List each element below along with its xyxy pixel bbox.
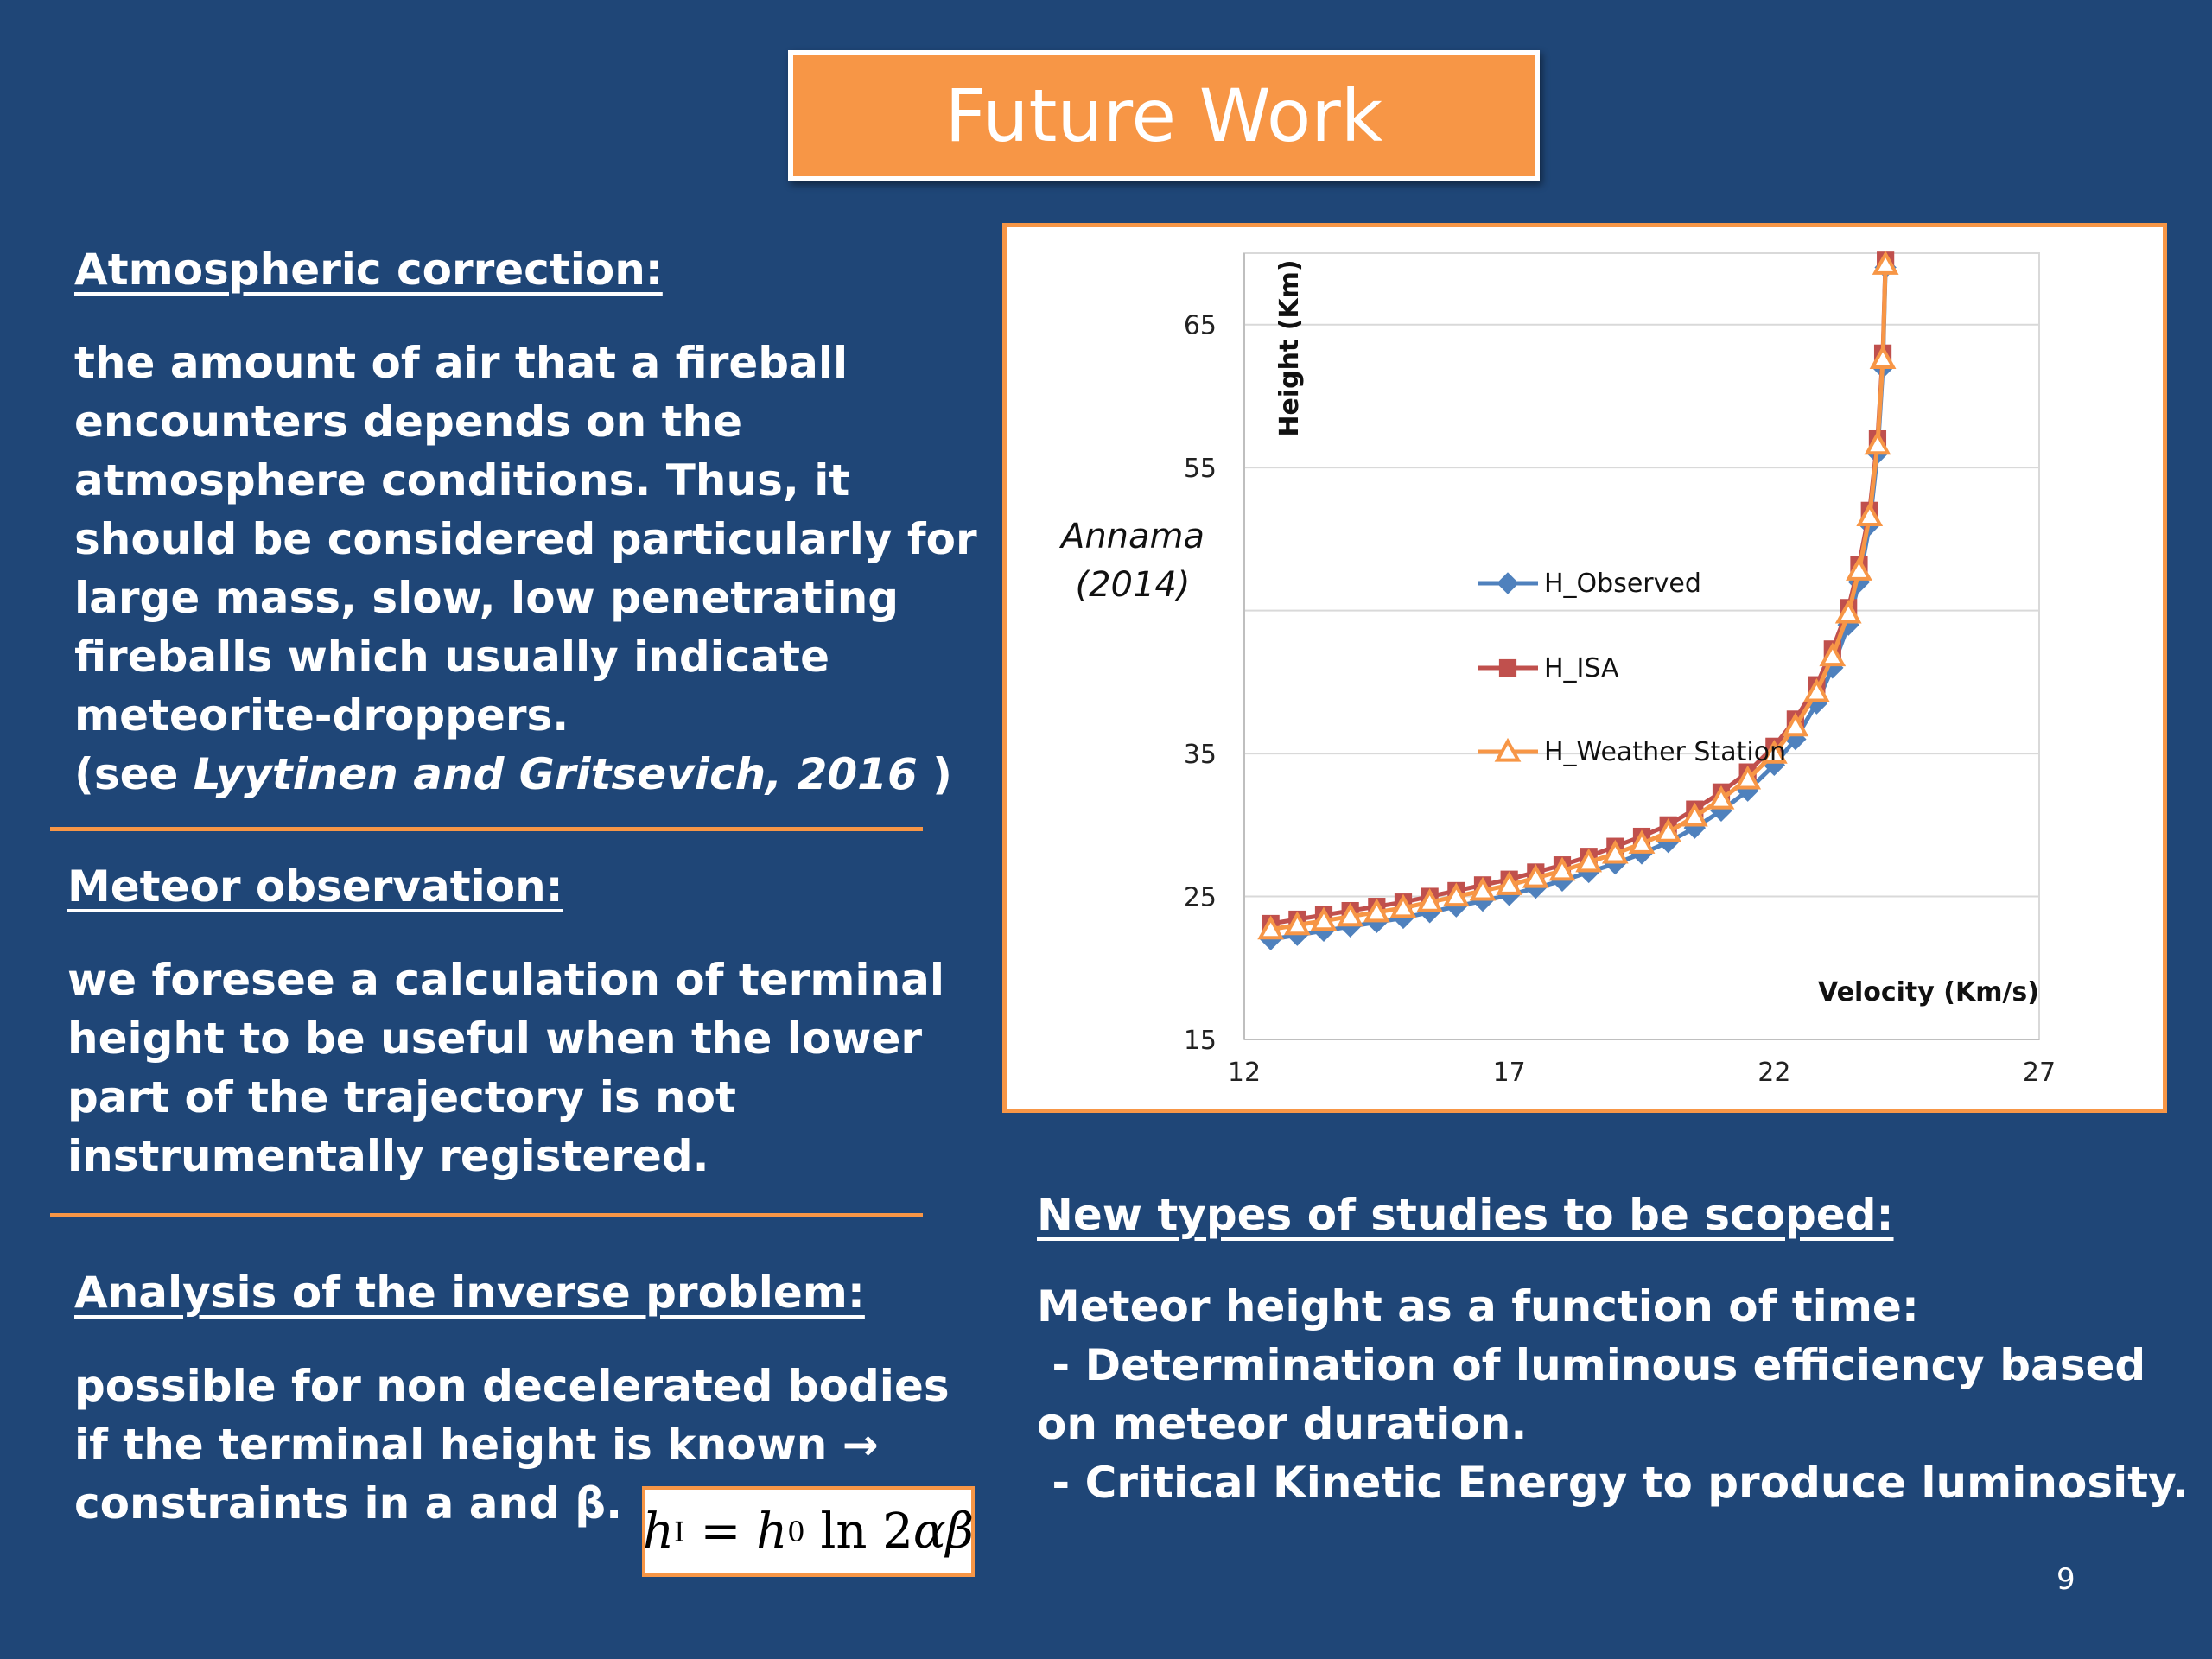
text-line: fireballs which usually indicate (74, 632, 830, 682)
y-tick-label: 15 (1183, 1026, 1217, 1056)
citation-suffix: ) (917, 749, 952, 799)
heading-atmospheric-correction: Atmospheric correction: (74, 245, 663, 295)
title-box (788, 50, 1540, 181)
text-line: - Critical Kinetic Energy to produce luminosity. (1037, 1458, 2190, 1508)
text-line: the amount of air that a fireball (74, 338, 849, 388)
annotation-author: Annama (1060, 517, 1205, 556)
x-tick-label: 27 (2022, 1058, 2056, 1088)
text-line: height to be useful when the lower (67, 1014, 923, 1064)
y-tick-label: 65 (1183, 310, 1217, 341)
formula-box (642, 1486, 975, 1577)
citation-prefix: (see (74, 749, 194, 799)
x-axis-label: Velocity (Km/s) (1818, 977, 2039, 1007)
plot-area (1244, 253, 2039, 1039)
heading-meteor-observation: Meteor observation: (67, 861, 563, 912)
text-line: instrumentally registered. (67, 1131, 709, 1181)
text-line: constraints in a and β. (74, 1478, 623, 1529)
x-tick-label: 17 (1492, 1058, 1526, 1088)
formula-rhs-h: h (756, 1503, 788, 1560)
heading-new-studies: New types of studies to be scoped: (1037, 1190, 1894, 1240)
page-number: 9 (2056, 1562, 2075, 1597)
annotation-year: (2014) (1075, 565, 1191, 605)
text-line: if the terminal height is known → (74, 1420, 879, 1470)
text-line: - Determination of luminous efficiency based (1037, 1340, 2146, 1390)
text-line: on meteor duration. (1037, 1399, 1528, 1449)
text-line: possible for non decelerated bodies (74, 1361, 950, 1411)
text-line: meteorite-droppers. (74, 690, 569, 741)
y-tick-label: 55 (1183, 454, 1217, 485)
height-velocity-chart (1007, 227, 2163, 1109)
section-divider (50, 1213, 923, 1217)
formula-lhs-subscript: I (674, 1515, 685, 1548)
legend-label: H_ISA (1544, 653, 1619, 683)
text-line: atmosphere conditions. Thus, it (74, 455, 850, 505)
formula-lhs: h (642, 1503, 675, 1560)
text-line: large mass, slow, low penetrating (74, 573, 899, 623)
formula-equals: = (684, 1503, 757, 1560)
text-line: Meteor height as a function of time: (1037, 1281, 1919, 1332)
paragraph-meteor-observation (67, 950, 944, 1185)
section-divider (50, 827, 923, 831)
text-line: encounters depends on the (74, 397, 743, 447)
text-line: part of the trajectory is not (67, 1072, 736, 1122)
citation-line (74, 745, 977, 804)
paragraph-atmospheric-correction (74, 334, 977, 804)
x-tick-label: 22 (1758, 1058, 1791, 1088)
text-line: should be considered particularly for (74, 514, 977, 564)
chart-annotation (1038, 512, 1228, 609)
text-line: we foresee a calculation of terminal (67, 955, 945, 1005)
paragraph-new-studies (1037, 1277, 2189, 1512)
data-point (1497, 573, 1518, 594)
legend-label: H_Observed (1544, 569, 1701, 599)
legend-label: H_Weather Station (1544, 737, 1787, 767)
formula-greek: αβ (912, 1503, 975, 1560)
data-point (1499, 659, 1516, 676)
slide-title: Future Work (944, 73, 1383, 158)
formula-ln: ln 2 (804, 1503, 913, 1560)
series-line (1271, 268, 1885, 940)
x-tick-label: 12 (1227, 1058, 1262, 1088)
chart-panel (1002, 223, 2167, 1113)
y-axis-label: Height (Km) (1274, 259, 1305, 437)
formula-rhs-subscript: 0 (787, 1515, 805, 1548)
heading-inverse-problem: Analysis of the inverse problem: (74, 1268, 865, 1318)
y-tick-label: 25 (1183, 882, 1217, 913)
y-tick-label: 35 (1183, 740, 1217, 771)
citation-authors: Lyytinen and Gritsevich, 2016 (193, 749, 918, 799)
